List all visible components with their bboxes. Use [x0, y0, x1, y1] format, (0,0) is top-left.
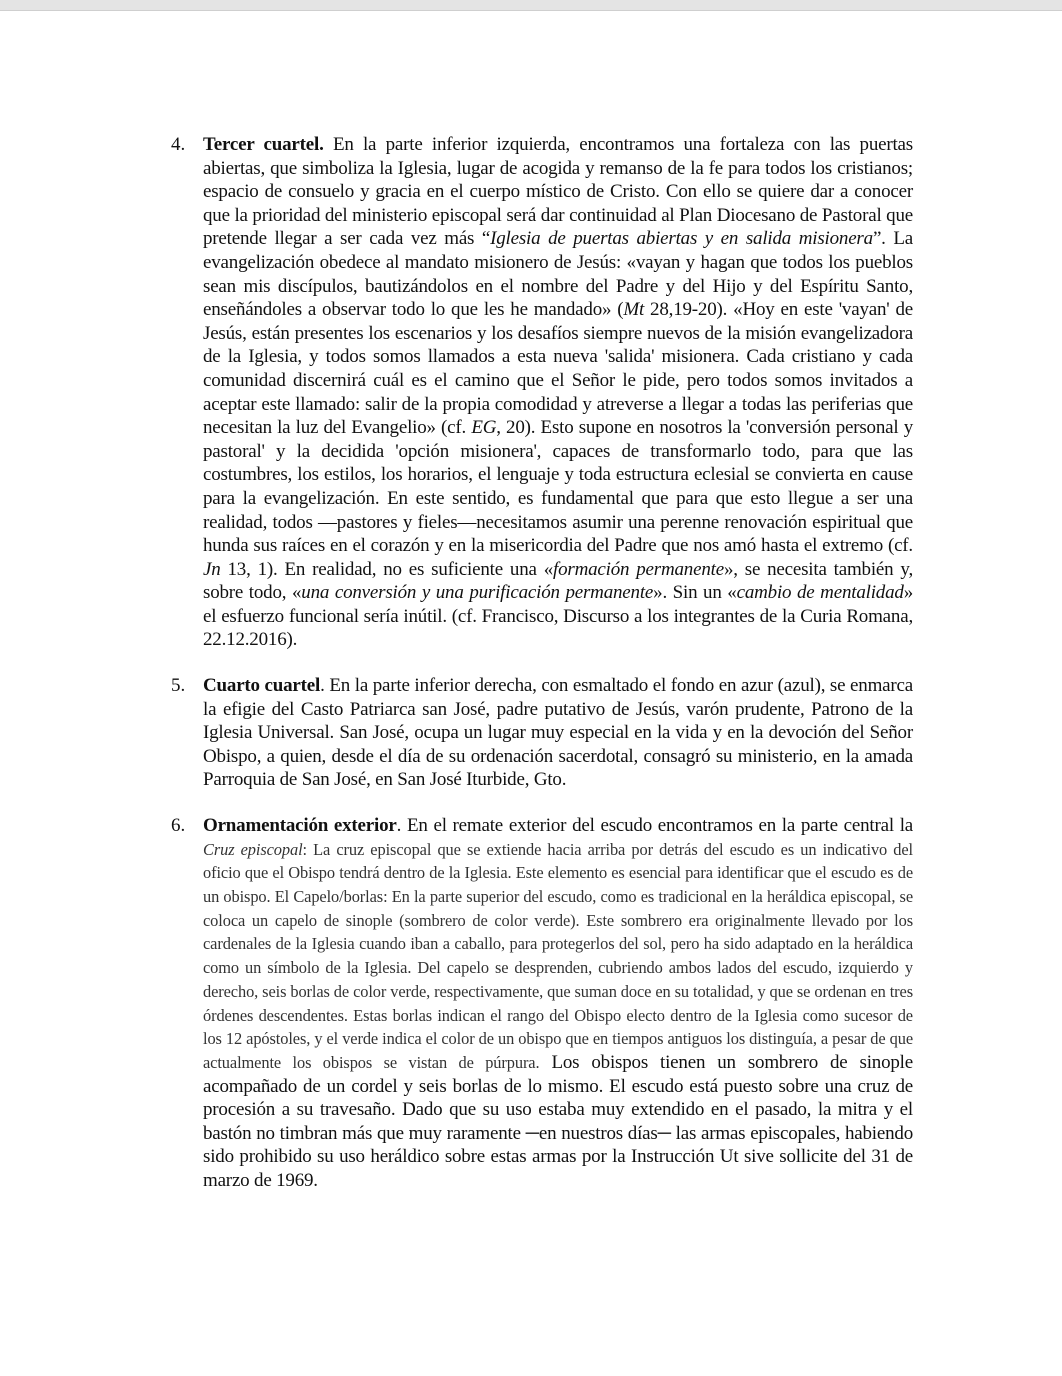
italic-run: EG: [471, 417, 497, 439]
italic-run: Jn: [203, 558, 221, 580]
text-run: Los obispos tienen un sombrero de sinople acompañado de un cordel y seis borlas de lo mismo. El escudo está puesto sobre una cruz de procesión a su travesaño. Dado que su uso estaba muy extendido en el pasado, la mitra y el bastón no timbran más que muy raramente ─en nuestros días─ las armas episcopales, habiendo sido prohibido su uso heráldico sobre estas armas por la Instrucción Ut sive sollicite del 31 de marzo de 1969.: [203, 1051, 913, 1192]
italic-run: Cruz episcopal: [203, 839, 303, 859]
italic-run: Mt: [623, 299, 645, 321]
document-page: [0, 11, 1062, 1376]
italic-run: formación permanente: [553, 558, 724, 580]
item-text: [203, 133, 913, 652]
text-run: ». Sin un «: [653, 582, 737, 604]
item-number: 5.: [171, 675, 186, 697]
italic-run: Iglesia de puertas abiertas y en salida misionera: [490, 228, 873, 250]
item-number: 4.: [171, 134, 186, 155]
text-run: », se necesita también y, sobre todo, «: [203, 558, 913, 604]
text-run: . En el remate exterior del escudo encontramos en la parte central la: [396, 815, 914, 837]
item-text: [203, 674, 913, 792]
list-item-6: [171, 814, 913, 1193]
text-run: 28,19-20). «Hoy en este 'vayan' de Jesús, están presentes los escenarios y los desafíos siempre nuevos de la misión evangelizadora de la Iglesia, y todos somos llamados a esta nueva 'salida' misionera. Cada cristiano y cada comunidad discernirá cuál es el camino que el Señor le pide, pero todos somos invitados a aceptar este llamado: salir de la propia comodidad y atreverse a llegar a todas las periferias que necesitan la luz del Evangelio» (cf.: [203, 299, 913, 439]
text-run: ”. La evangelización obedece al mandato misionero de Jesús: «vayan y hagan que todos los pueblos sean mis discípulos, bautizándolos en el nombre del Padre y del Hijo y del Espíritu Santo, enseñándoles a observar todo lo que les he mandado» (: [203, 228, 913, 321]
item-text: [203, 814, 913, 1193]
viewer-top-bar: [0, 0, 1062, 11]
text-run: 13, 1). En realidad, no es suficiente una «: [220, 558, 553, 580]
item-heading: Tercer cuartel.: [203, 134, 324, 155]
list-item-5: [171, 674, 913, 792]
text-run: , 20). Esto supone en nosotros la 'conversión personal y pastoral' y la decidida 'opción misionera', capaces de transformarlo todo, para que las costumbres, los estilos, los horarios, el lenguaje y toda estructura eclesial se convierta en cause para la evangelización. En este sentido, es fundamental que para que esto llegue a ser una realidad, todos —pastores y fieles—necesitamos asumir una perenne renovación espiritual que hunda sus raíces en el corazón y en la misericordia del Padre que nos amó hasta el extremo (cf.: [203, 417, 913, 557]
text-run: En la parte inferior izquierda, encontramos una fortaleza con las puertas abiertas, que simboliza la Iglesia, lugar de acogida y remanso de la fe para todos los cristianos; espacio de consuelo y gracia en el cuerpo místico de Cristo. Con ello se quiere dar a conocer que la prioridad del ministerio episcopal será dar continuidad al Plan Diocesano de Pastoral que pretende llegar a ser cada vez más “: [203, 134, 913, 250]
italic-run: cambio de mentalidad: [736, 582, 904, 604]
numbered-list: [171, 133, 913, 1215]
small-text-run: : La cruz episcopal que se extiende hacia arriba por detrás del escudo es un indicativo del oficio que el Obispo tendrá dentro de la Iglesia. Este elemento es esencial para identificar que el escudo es de un obispo. El Capelo/borlas: En la parte superior del escudo, como es tradicional en la heráldica episcopal, se coloca un capelo de sinople (sombrero de color verde). Este sombrero era originalmente llevado por los cardenales de la Iglesia cuando iban a caballo, para protegerlos del sol, pero ha sido adaptado en la heráldica como un símbolo de la Iglesia. Del capelo se desprenden, cubriendo ambos lados del escudo, izquierdo y derecho, seis borlas de color verde, respectivamente, que suman doce en su totalidad, y que se ordenan en tres órdenes descendentes. Estas borlas indican el rango del Obispo electo dentro de la Iglesia como sucesor de los 12 apóstoles, y el verde indica el color de un obispo que en tiempos antiguos los distinguía, a pesar de que actualmente los obispos se vistan de púrpura.: [203, 839, 913, 1072]
list-item-4: [171, 133, 913, 652]
item-heading: Ornamentación exterior: [203, 815, 397, 837]
italic-run: una conversión y una purificación permanente: [301, 582, 654, 604]
text-run: » el esfuerzo funcional sería inútil. (cf. Francisco, Discurso a los integrantes de la Curia Romana, 22.12.2016).: [203, 582, 913, 651]
text-run: . En la parte inferior derecha, con esmaltado el fondo en azur (azul), se enmarca la efigie del Casto Patriarca san José, padre putativo de Jesús, varón prudente, Patrono de la Iglesia Universal. San José, ocupa un lugar muy especial en la vida y en la devoción del Señor Obispo, a quien, desde el día de su ordenación sacerdotal, consagró su ministerio, en la amada Parroquia de San José, en San José Iturbide, Gto.: [203, 675, 913, 791]
item-heading: Cuarto cuartel: [203, 675, 321, 697]
item-number: 6.: [171, 815, 186, 837]
